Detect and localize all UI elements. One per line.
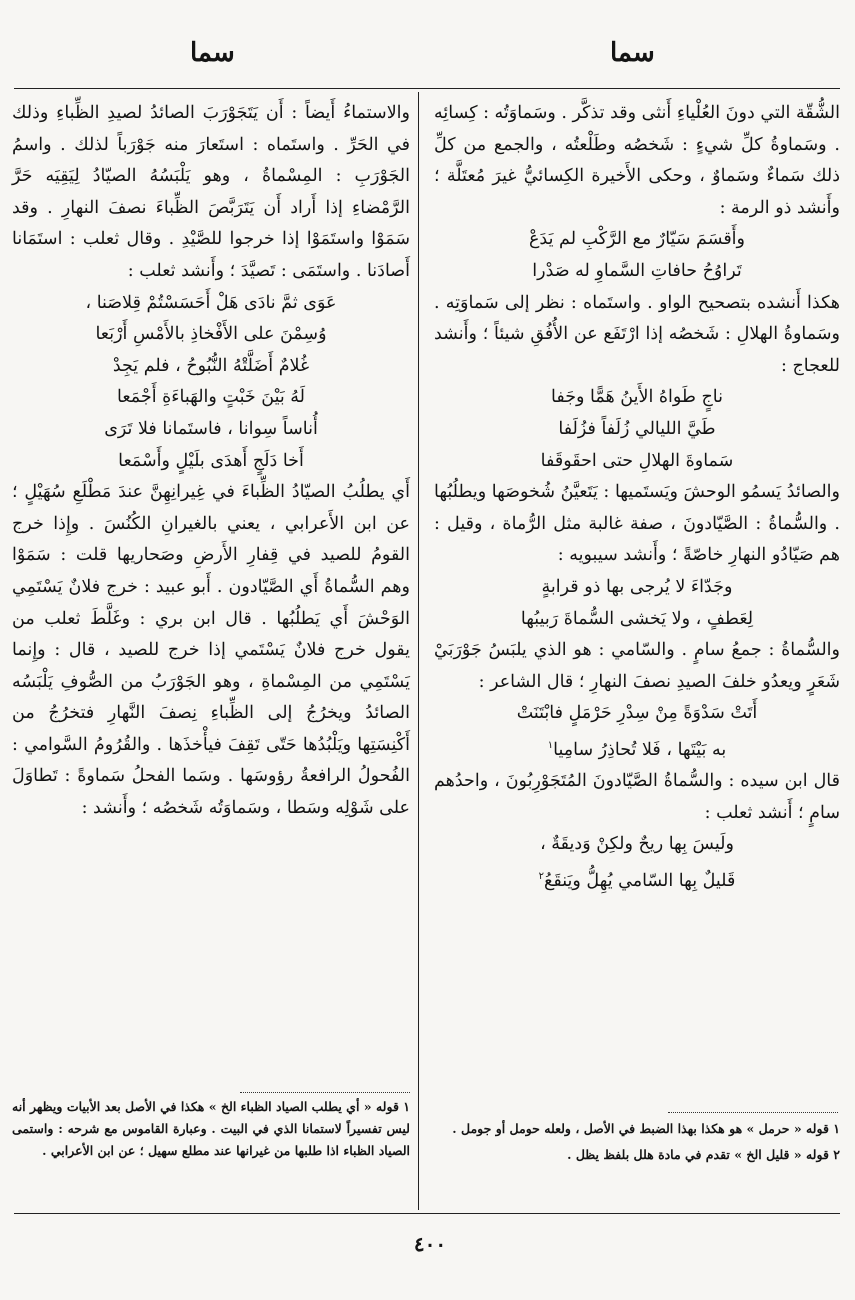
footnotes-right xyxy=(434,1118,840,1170)
footnote-rule xyxy=(240,1092,410,1093)
verse-line: عَوَى ثمَّ نادَى هَلْ أَحَسَسْتُمْ قِلاصَنا ، xyxy=(85,292,337,313)
header-rule xyxy=(14,88,840,89)
body-paragraph: والسُّماةُ : جمعُ سامٍ . والسّامي : هو الذي يلبَسُ جَوْرَبَيْ شَعَرٍ ويعدُو خلفَ الصيدِ نصفَ النهارِ ؛ قال الشاعر : xyxy=(434,640,840,692)
verse-line: وُسِمْنَ على الأَفْخاذِ بالأَمْسِ أَرْبَعا xyxy=(95,324,327,345)
verse-line: أَخا دَلَجٍ أَهدَى بلَيْلٍ وأَسْمَعا xyxy=(118,450,304,471)
verse-line: وجَدّاءَ لا يُرجى بها ذو قرابةٍ xyxy=(541,576,733,597)
running-header-left: سما xyxy=(190,38,235,68)
footnote-rule xyxy=(668,1112,838,1113)
column-divider xyxy=(418,92,419,1210)
verse-line: قَليلٌ بِها السّامي يُهِلُّ ويَنقَعُ$^٢$ xyxy=(538,870,736,891)
body-paragraph: أَي يطلُبُ الصيّادُ الظِّباءَ في غِيرانِهِنَّ عندَ مَطْلَعِ سُهَيْلٍ ؛ عن ابن الأَعرابي ، يعني بالغيرانِ الكُنُسَ . وإِذا خرج القومُ للصيد في قِفارِ الأَرضِ وصَحاريها قلت : سَمَوْا وهم السُّماةُ أَي الصَّيّادون . أَبو عبيد : خرج فلانٌ يَسْتَمِي الوَحْشَ أَي يَطلُبُها . قال ابن بري : وغَلَّطَ ثعلب من يقول خرج فلانٌ يَسْتَمي إذا خرج للصيد ، قال : وإِنما يَسْتَمِي من المِسْماةِ ، وهو الجَوْرَبُ من الصُّوفِ يَلْبَسُه الصائدُ ويخرُجُ إلى الظِّباءِ نِصفَ النَّهارِ فتخرُجُ من أَكْنِسَتِها ويَلْبُدُها حَتّى تَقِفَ فيأْخذَها . والقُرُومُ السَّوامي : الفُحولُ الرافعةُ رؤوسَها . وسَما الفحلُ سَماوةً : تَطاوَلَ على شَوْلِه وسَطا ، وسَماوَتُه شَخصُه ؛ وأَنشد : xyxy=(12,482,410,819)
verse-line: ناجٍ طَواهُ الأَينُ هَمًّا وجَفا xyxy=(551,387,723,408)
footnote: ٢ قوله « قليل الخ » تقدم في مادة هلل بلفظ يظل . xyxy=(567,1147,840,1162)
verse-line: سَماوةَ الهلالِ حتى احقَوقَفا xyxy=(540,450,734,471)
verse-line: طَيَّ الليالي زُلَفاً فزُلَفا xyxy=(558,418,716,439)
right-column xyxy=(434,98,840,898)
running-header-right: سما xyxy=(610,38,655,68)
verse-line: ولَيسَ بِها ريحٌ ولكِنْ وَديقَةٌ ، xyxy=(540,834,734,855)
page-number: ٤٠٠ xyxy=(413,1232,447,1256)
verse-line: لَهُ بَيْنَ خَبْتٍ والهَباءَةِ أَجْمَعا xyxy=(116,387,305,408)
footnotes-left xyxy=(12,1096,410,1166)
body-paragraph: الشُّقّة التي دونَ العُلْياءِ أَنثى وقد تذكَّر . وسَماوَتُه : كِسائِه . وسَماوةُ كلِّ شيءٍ : شَخصُه وطَلْعتُه ، والجمع من كلِّ ذلك سَماءٌ وسَماوٌ ، وحكى الأَخيرة الكِسائيُّ غيرَ مُعتَلَّة ؛ وأَنشد ذو الرمة : xyxy=(434,103,840,218)
verse-line: وأَقسَمَ سَيّارٌ مع الرَّكْبِ لم يَدَعْ xyxy=(528,229,745,250)
verse-line: غُلامٌ أَضَلَّتْهُ النُّبُوحُ ، فلم يَجِدْ xyxy=(112,355,310,376)
body-paragraph: قال ابن سيده : والسُّماةُ الصَّيّادونَ المُتَجَوْرِبُونَ ، واحدُهم سامٍ ؛ أَنشد ثعلب : xyxy=(434,771,840,823)
body-paragraph: هكذا أَنشده بتصحيح الواو . واستَماه : نظر إلى سَماوَتِه . وسَماوةُ الهلالِ : شَخصُه إذا ارْتَفَع عن الأُفُقِ شيئاً ؛ وأَنشد للعجاج : xyxy=(434,292,840,376)
body-paragraph: والاستماءُ أَيضاً : أَن يَتَجَوْرَبَ الصائدُ لصيدِ الظِّباءِ وذلك في الحَرِّ . واستَماه : استَعارَ منه جَوْرَباً لذلك . واسمُ الجَوْرَبِ : المِسْماةُ ، وهو يَلْبَسُهُ الصيّادُ لِيَقِيَه حَرَّ الرَّمْضاءِ إذا أَراد أَن يَتَرَبَّصَ الظِّباءَ نصفَ النهارِ . وقد سَمَوْا واستَمَوْا إذا خرجوا للصَّيْدِ . وقال ثعلب : استَمَانا أَصادَنا . واستَمَى : تَصيَّدَ ؛ وأَنشد ثعلب : xyxy=(12,103,410,281)
verse-line: أَتَتْ سَدْوَةً مِنْ سِدْرِ حَرْمَلٍ فابْتَنَتْ xyxy=(516,703,758,724)
verse-line: لِعَطفٍ ، ولا يَخشى السُّماةَ رَبيبُها xyxy=(520,608,754,629)
footnote: ١ قوله « حرمل » هو هكذا بهذا الضبط في الأصل ، ولعله حومل أو جومل . xyxy=(452,1121,840,1136)
verse-line: أُناساً سِوانا ، فاستَمانا فلا تَرَى xyxy=(104,418,318,439)
footer-rule xyxy=(14,1213,840,1214)
verse-line: تَراوُحُ حافاتِ السَّماوِ له صَدْرا xyxy=(532,260,742,281)
left-column xyxy=(12,98,410,825)
footnote-marker: ١ xyxy=(547,739,554,751)
verse-line: به بَيْتَها ، فَلا تُحاذِرُ سامِيا$^١$ xyxy=(547,739,727,760)
footnote-marker: ٢ xyxy=(538,871,545,883)
footnote: ١ قوله « أي يطلب الصياد الظباء الخ » هكذا في الأصل بعد الأبيات ويظهر أنه ليس تفسيراً لاستمانا الذي في البيت . وعبارة القاموس مع شرحه : واستمى الصياد الظباء اذا طلبها من غيرانها عند مطلع سهيل ؛ عن ابن الأعرابي . xyxy=(12,1099,410,1158)
body-paragraph: والصائدُ يَسمُو الوحشَ ويَستَميها : يَتَعيَّنُ شُخوصَها ويطلُبُها . والسُّماةُ : الصَّيّادونَ ، صفة غالبة مثل الرُّماة ، وقيل : هم صَيّادُو النهارِ خاصّةً ؛ وأَنشد سيبويه : xyxy=(434,482,840,566)
